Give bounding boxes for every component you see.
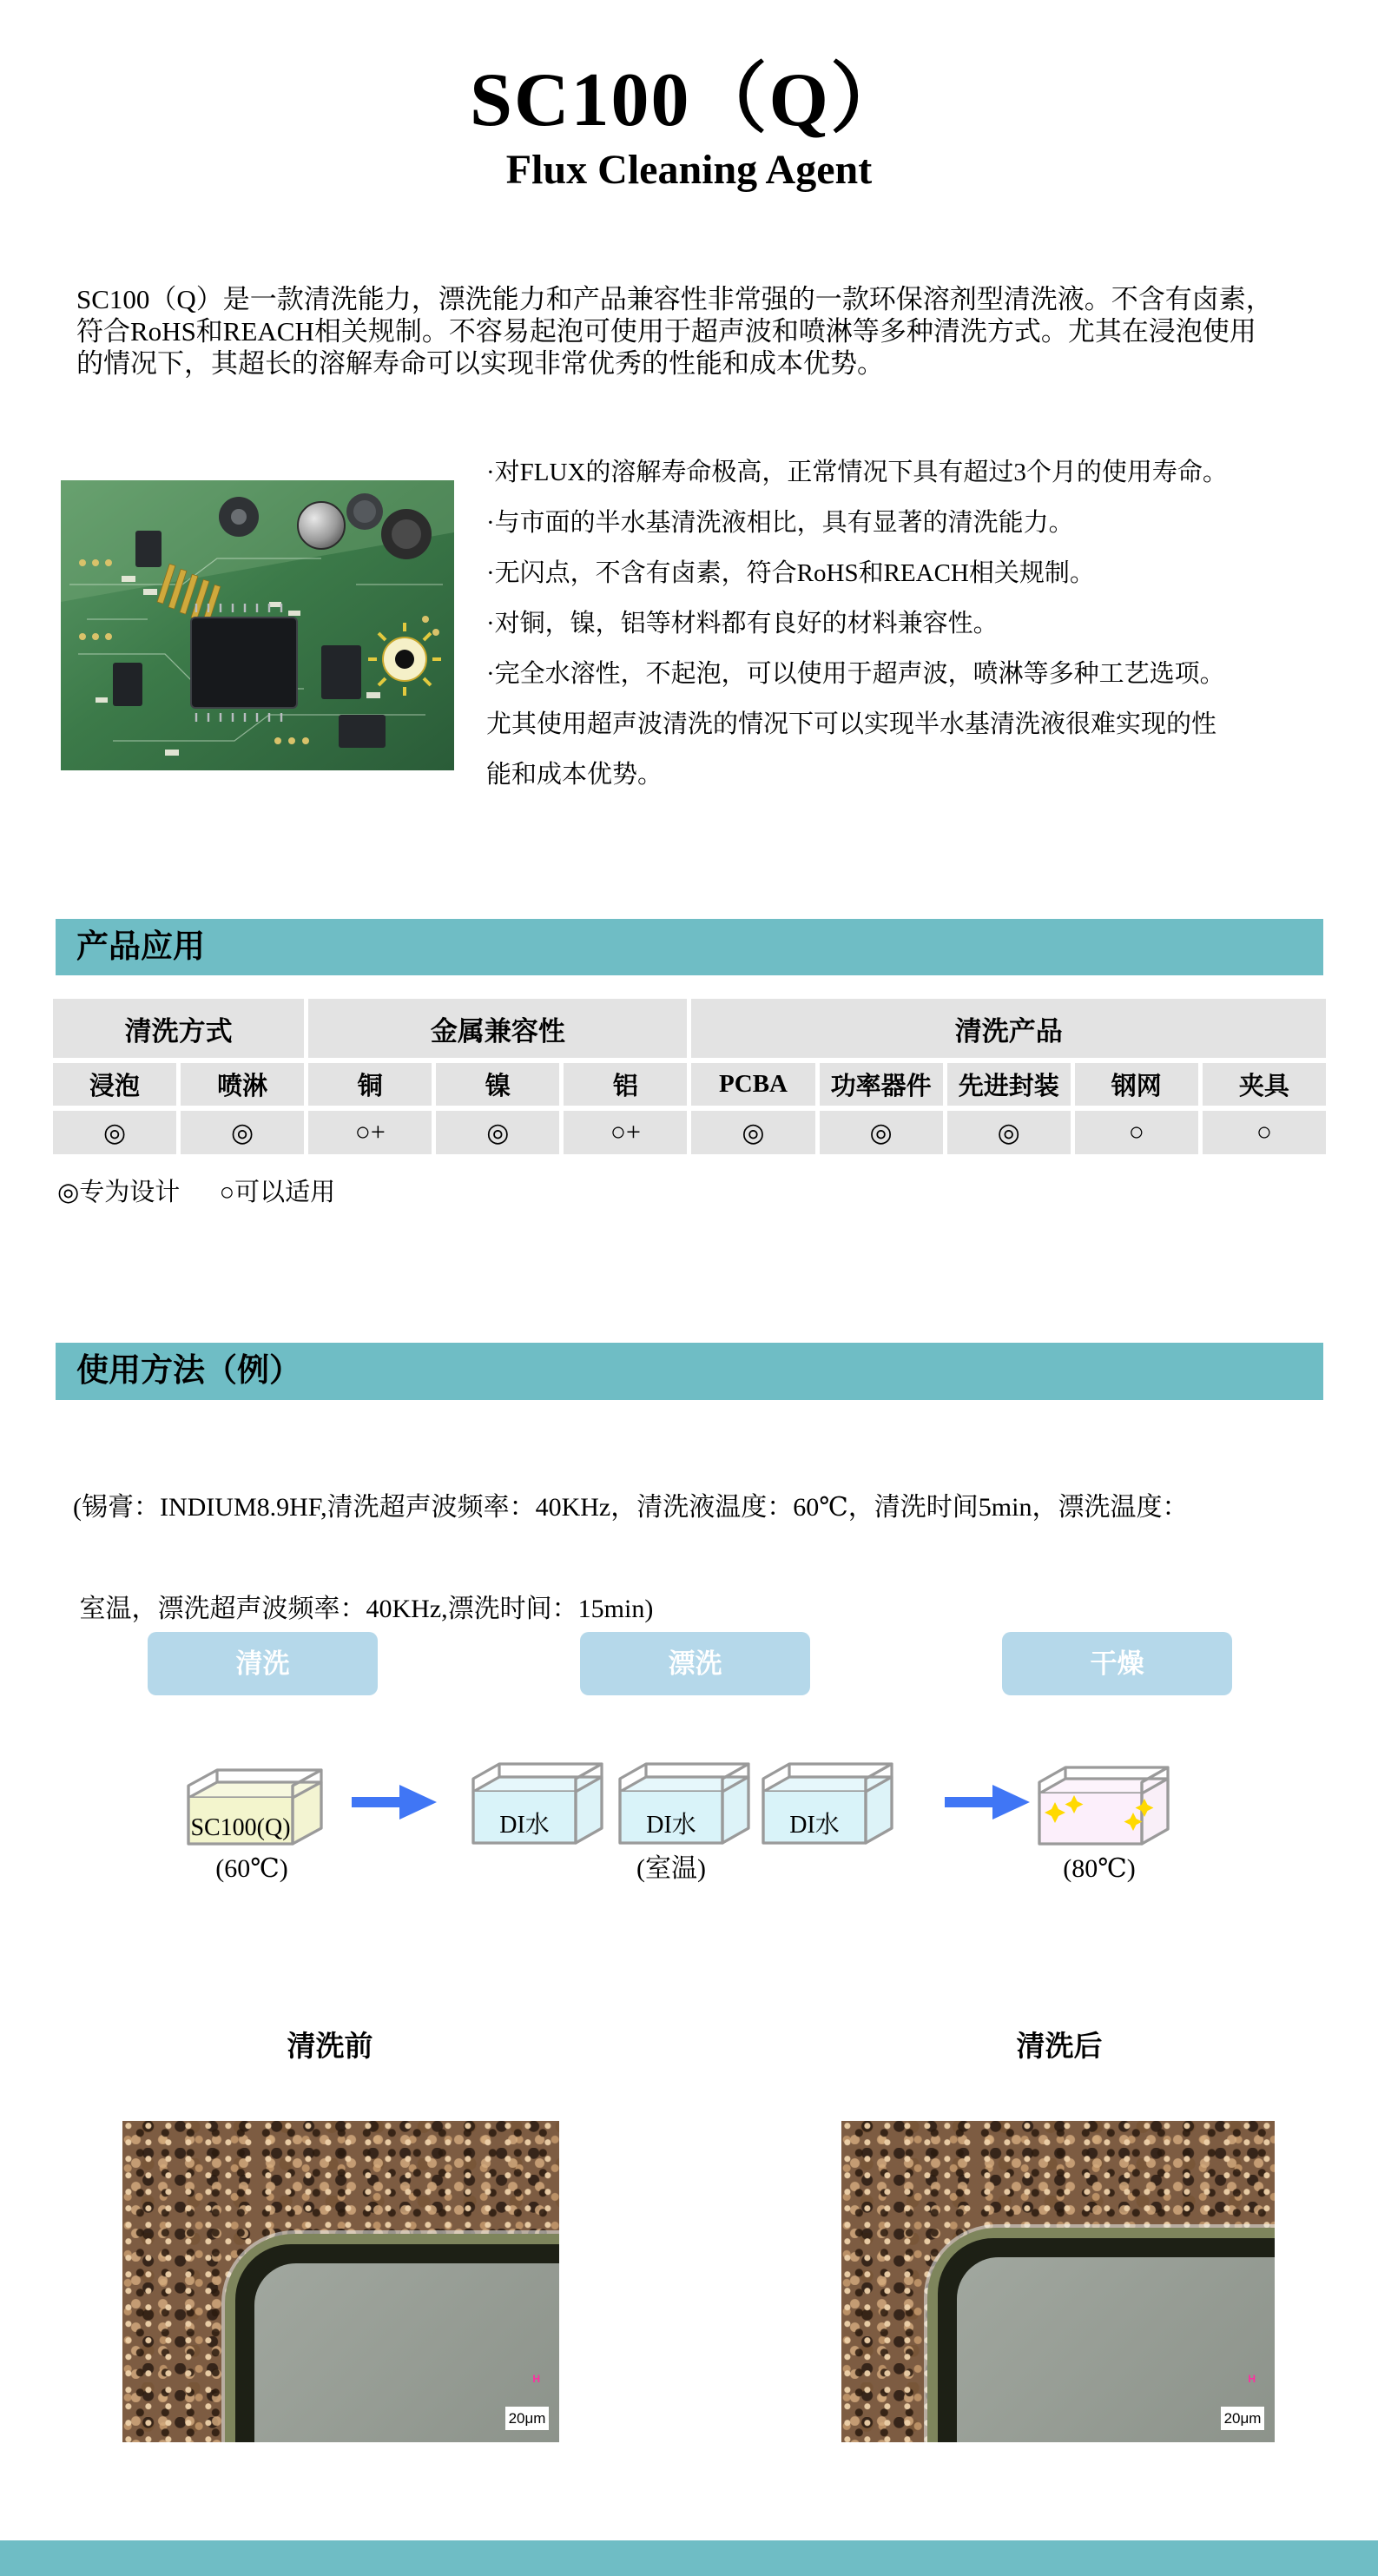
feature-line: ·对FLUX的溶解寿命极高，正常情况下具有超过3个月的使用寿命。 bbox=[486, 459, 1228, 486]
group-header-cleaning-method: 清洗方式 bbox=[53, 999, 304, 1058]
flow-arrow bbox=[945, 1785, 1030, 1820]
intro-line: 的情况下，其超长的溶解寿命可以实现非常优秀的性能和成本优势。 bbox=[76, 348, 884, 379]
group-header-cleaning-products: 清洗产品 bbox=[691, 999, 1326, 1058]
rating-cell: ◎ bbox=[820, 1111, 943, 1154]
rinse-temp-label: (室温) bbox=[636, 1854, 706, 1883]
rating-legend bbox=[57, 1172, 368, 1208]
column-header: 铜 bbox=[308, 1063, 432, 1106]
after-cleaning-label: 清洗后 bbox=[1016, 2031, 1103, 2063]
rating-cell: ○+ bbox=[308, 1111, 432, 1154]
usage-condition-line: (锡膏：INDIUM8.9HF,清洗超声波频率：40KHz，清洗液温度：60℃，清洗时间5min，漂洗温度： bbox=[73, 1493, 1189, 1522]
feature-list bbox=[486, 447, 1337, 800]
footer-bar bbox=[0, 2540, 1378, 2576]
process-flow-graphic bbox=[130, 1750, 1224, 1885]
rating-cell: ◎ bbox=[436, 1111, 559, 1154]
column-header: 钢网 bbox=[1075, 1063, 1198, 1106]
usage-condition-line: 室温，漂洗超声波频率：40KHz,漂洗时间：15min) bbox=[73, 1595, 654, 1623]
rating-cell: ◎ bbox=[181, 1111, 304, 1154]
page-subtitle: Flux Cleaning Agent bbox=[505, 147, 873, 193]
step-button-cleaning: 清洗 bbox=[148, 1632, 378, 1695]
section-header-product-application: 产品应用 bbox=[56, 919, 1323, 975]
column-header: 铝 bbox=[564, 1063, 687, 1106]
legend-item-designed-for: ◎专为设计 bbox=[57, 1179, 181, 1206]
column-header: 功率器件 bbox=[820, 1063, 943, 1106]
pcb-photo bbox=[61, 480, 454, 770]
scale-bar-label: 20μm bbox=[505, 2407, 549, 2430]
column-header: 喷淋 bbox=[181, 1063, 304, 1106]
rating-cell: ◎ bbox=[691, 1111, 814, 1154]
application-table bbox=[49, 994, 1330, 1159]
measure-marker: H bbox=[1248, 2373, 1256, 2385]
column-header: 浸泡 bbox=[53, 1063, 176, 1106]
rating-cell: ◎ bbox=[53, 1111, 176, 1154]
group-header-metal-compatibility: 金属兼容性 bbox=[308, 999, 687, 1058]
before-cleaning-label: 清洗前 bbox=[287, 2031, 373, 2063]
rinse-tank-label: DI水 bbox=[789, 1812, 840, 1839]
feature-line: 能和成本优势。 bbox=[486, 761, 663, 789]
table-rating-row bbox=[53, 1111, 1326, 1154]
page-title: SC100（Q） bbox=[470, 58, 908, 142]
table-group-header-row bbox=[53, 999, 1326, 1058]
rating-cell: ○+ bbox=[564, 1111, 687, 1154]
step-button-rinsing: 漂洗 bbox=[580, 1632, 810, 1695]
step-button-drying: 干燥 bbox=[1002, 1632, 1232, 1695]
cleaning-tank-label: SC100(Q) bbox=[190, 1814, 291, 1841]
legend-item-applicable: ○可以适用 bbox=[219, 1179, 336, 1206]
flow-arrow bbox=[352, 1785, 437, 1820]
rinse-tank-label: DI水 bbox=[646, 1812, 696, 1839]
column-header: 夹具 bbox=[1203, 1063, 1326, 1106]
rinse-tank-label: DI水 bbox=[499, 1812, 550, 1839]
feature-line: ·无闪点，不含有卤素，符合RoHS和REACH相关规制。 bbox=[486, 559, 1095, 587]
pcb-photo-graphic bbox=[61, 480, 454, 770]
table-column-header-row bbox=[53, 1063, 1326, 1106]
feature-line: ·完全水溶性，不起泡，可以使用于超声波，喷淋等多种工艺选项。 bbox=[486, 660, 1225, 688]
drying-temp-label: (80℃) bbox=[1063, 1854, 1136, 1883]
measure-marker: H bbox=[532, 2373, 540, 2385]
intro-line: 符合RoHS和REACH相关规制。不容易起泡可使用于超声波和喷淋等多种清洗方式。尤其在浸泡使用 bbox=[76, 316, 1256, 347]
column-header: 镍 bbox=[436, 1063, 559, 1106]
cleaning-temp-label: (60℃) bbox=[215, 1854, 288, 1883]
section-header-usage-method: 使用方法（例） bbox=[56, 1343, 1323, 1400]
rating-cell: ○ bbox=[1203, 1111, 1326, 1154]
feature-line: ·与市面的半水基清洗液相比，具有显著的清洗能力。 bbox=[486, 509, 1074, 537]
intro-line: SC100（Q）是一款清洗能力，漂洗能力和产品兼容性非常强的一款环保溶剂型清洗液。不含有卤素， bbox=[76, 284, 1273, 314]
intro-paragraph bbox=[76, 283, 1318, 380]
column-header: 先进封装 bbox=[947, 1063, 1071, 1106]
feature-line: 尤其使用超声波清洗的情况下可以实现半水基清洗液很难实现的性 bbox=[486, 710, 1217, 738]
rating-cell: ○ bbox=[1075, 1111, 1198, 1154]
after-cleaning-photo bbox=[841, 2121, 1275, 2442]
column-header: PCBA bbox=[691, 1063, 814, 1106]
before-cleaning-photo bbox=[122, 2121, 559, 2442]
process-flow-diagram bbox=[130, 1750, 1224, 1889]
scale-bar-label: 20μm bbox=[1221, 2407, 1264, 2430]
feature-line: ·对铜，镍，铝等材料都有良好的材料兼容性。 bbox=[486, 610, 999, 637]
rating-cell: ◎ bbox=[947, 1111, 1071, 1154]
